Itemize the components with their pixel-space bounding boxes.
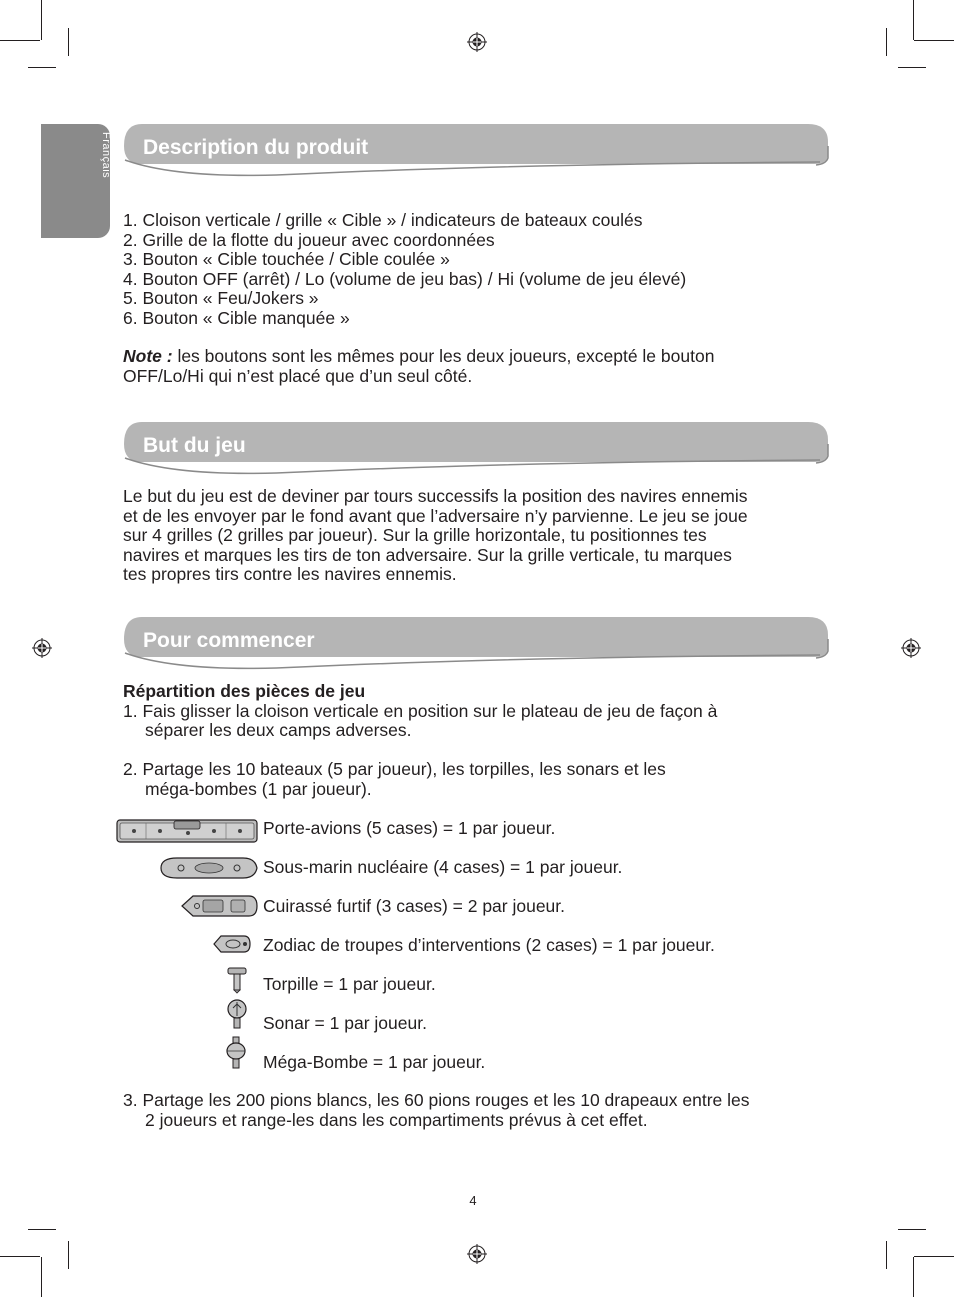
language-tab-label: Français xyxy=(100,132,112,179)
list-item: 6. Bouton « Cible manquée » xyxy=(123,307,350,328)
piece-label: Méga-Bombe = 1 par joueur. xyxy=(263,1052,486,1072)
piece-label: Sous-marin nucléaire (4 cases) = 1 par joueur. xyxy=(263,857,623,877)
submarine-icon xyxy=(157,855,259,881)
step-line: 3. Partage les 200 pions blancs, les 60 pions rouges et les 10 drapeaux entre les xyxy=(123,1090,750,1110)
crop-mark xyxy=(914,1256,954,1257)
crop-mark xyxy=(914,40,954,41)
paragraph-line: Le but du jeu est de deviner par tours successifs la position des navires ennemis xyxy=(123,486,748,506)
crop-mark xyxy=(41,1257,42,1297)
stealth-battleship-icon xyxy=(179,893,259,919)
step-line: 2 joueurs et range-les dans les compartiments prévus à cet effet. xyxy=(145,1109,648,1130)
registration-mark-icon xyxy=(901,638,921,658)
zodiac-boat-icon xyxy=(212,933,252,955)
crop-mark xyxy=(68,1241,69,1269)
step-line: 1. Fais glisser la cloison verticale en position sur le plateau de jeu de façon à xyxy=(123,700,718,721)
mega-bomb-icon xyxy=(224,1036,248,1070)
torpedo-icon xyxy=(226,966,250,994)
piece-label: Zodiac de troupes d’interventions (2 cases) = 1 par joueur. xyxy=(263,935,715,955)
list-item: 1. Cloison verticale / grille « Cible » / indicateurs de bateaux coulés xyxy=(123,210,643,230)
paragraph-line: navires et marques les tirs de ton adversaire. Sur la grille verticale, tu marques xyxy=(123,544,732,565)
section-title: But du jeu xyxy=(143,434,246,457)
piece-label: Cuirassé furtif (3 cases) = 2 par joueur. xyxy=(263,896,566,916)
paragraph-line: et de les envoyer par le fond avant que l’adversaire n’y parvienne. Le jeu se joue xyxy=(123,505,748,526)
note-text: les boutons sont les mêmes pour les deux joueurs, excepté le bouton xyxy=(172,346,715,366)
sonar-icon xyxy=(226,998,248,1030)
crop-mark xyxy=(898,67,926,68)
list-item: 4. Bouton OFF (arrêt) / Lo (volume de jeu bas) / Hi (volume de jeu élevé) xyxy=(123,268,687,289)
list-item: 5. Bouton « Feu/Jokers » xyxy=(123,288,319,308)
goal-paragraph xyxy=(123,487,748,585)
product-note xyxy=(123,347,714,386)
registration-mark-icon xyxy=(467,1244,487,1264)
note-text: OFF/Lo/Hi qui n’est placé que d’un seul côté. xyxy=(123,365,473,386)
section-banner-description xyxy=(120,124,832,182)
step-three xyxy=(123,1091,750,1130)
section-banner-goal xyxy=(120,422,832,480)
crop-mark xyxy=(0,40,40,41)
crop-mark xyxy=(886,1241,887,1269)
crop-mark xyxy=(28,1229,56,1230)
registration-mark-icon xyxy=(467,32,487,52)
subsection-title: Répartition des pièces de jeu xyxy=(123,681,366,701)
piece-label: Porte-avions (5 cases) = 1 par joueur. xyxy=(263,818,556,838)
aircraft-carrier-icon xyxy=(116,817,258,845)
crop-mark xyxy=(898,1229,926,1230)
step-line: 2. Partage les 10 bateaux (5 par joueur), les torpilles, les sonars et les xyxy=(123,759,666,779)
section-banner-start xyxy=(120,617,832,675)
step-line: séparer les deux camps adverses. xyxy=(145,720,412,740)
piece-label: Sonar = 1 par joueur. xyxy=(263,1013,427,1033)
crop-mark xyxy=(913,0,914,40)
section-title: Description du produit xyxy=(143,136,369,159)
step-line: méga-bombes (1 par joueur). xyxy=(145,778,372,799)
paragraph-line: tes propres tirs contre les navires ennemis. xyxy=(123,564,457,584)
piece-label: Torpille = 1 par joueur. xyxy=(263,974,436,994)
product-description-list xyxy=(123,211,686,328)
list-item: 2. Grille de la flotte du joueur avec coordonnées xyxy=(123,229,495,250)
crop-mark xyxy=(28,67,56,68)
start-instructions xyxy=(123,682,717,799)
crop-mark xyxy=(41,0,42,40)
section-title: Pour commencer xyxy=(143,629,315,652)
crop-mark xyxy=(913,1257,914,1297)
page-number: 4 xyxy=(469,1193,477,1208)
registration-mark-icon xyxy=(32,638,52,658)
note-label: Note : xyxy=(123,346,173,366)
paragraph-line: sur 4 grilles (2 grilles par joueur). Sur la grille horizontale, tu positionnes tes xyxy=(123,525,707,545)
crop-mark xyxy=(68,28,69,56)
list-item: 3. Bouton « Cible touchée / Cible coulée » xyxy=(123,249,450,269)
crop-mark xyxy=(0,1256,40,1257)
crop-mark xyxy=(886,28,887,56)
